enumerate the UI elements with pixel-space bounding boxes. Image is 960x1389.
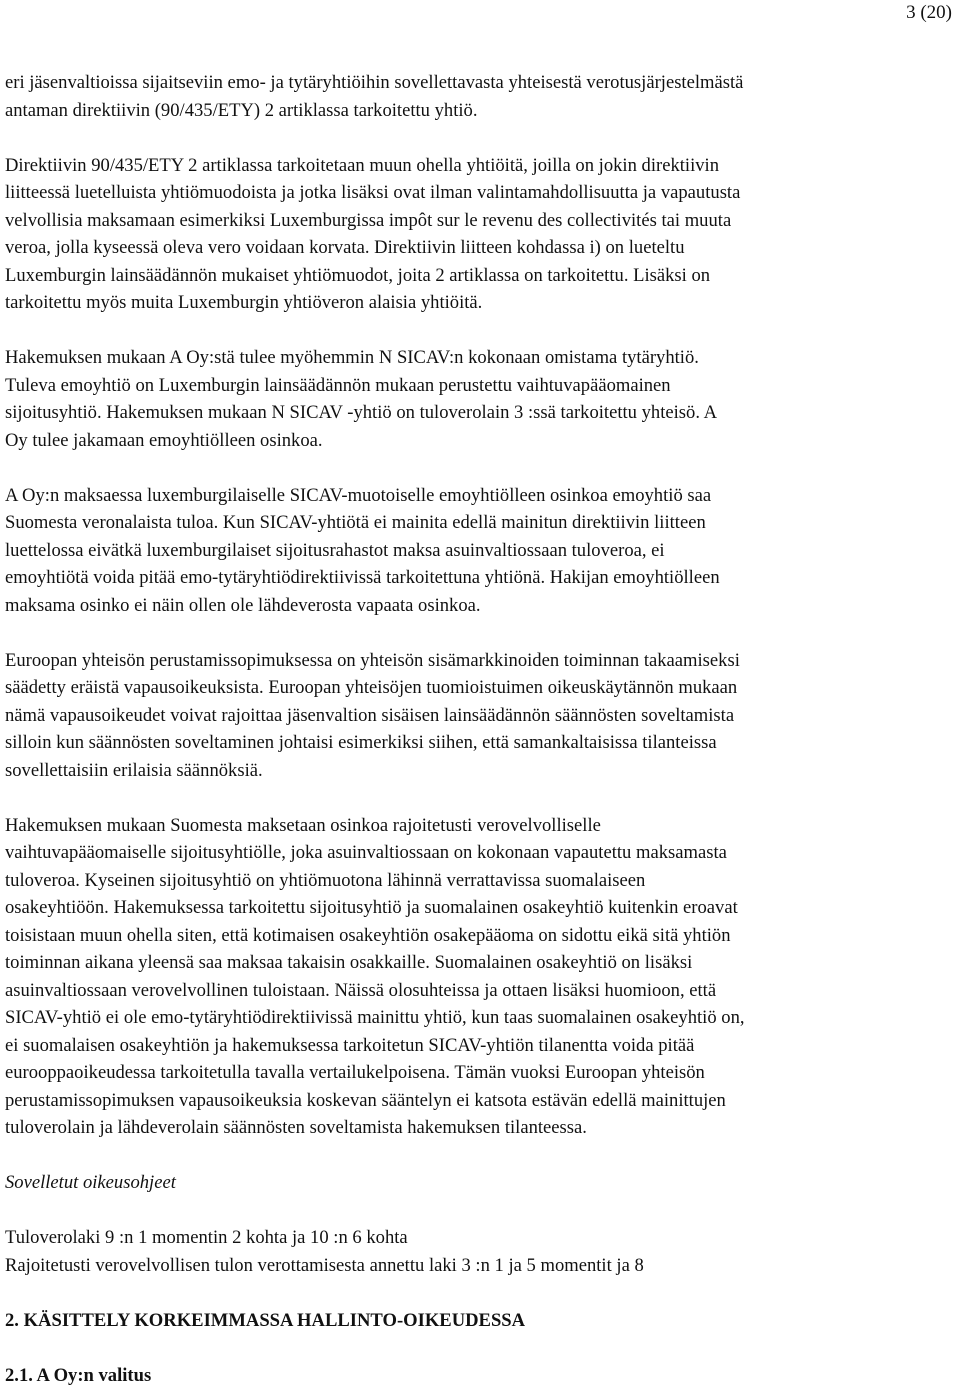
applied-rule: Tuloverolaki 9 :n 1 momentin 2 kohta ja 10 :n 6 kohta [5,1224,950,1252]
document-body [5,69,950,1389]
text-line: tarkoitettu myös muita Luxemburgin yhtiöveron alaisia yhtiöitä. [5,289,950,317]
text-line: säädetty eräistä vapausoikeuksista. Euroopan yhteisöjen tuomioistuimen oikeuskäytännön mukaan [5,674,950,702]
applied-rules-list [5,1224,950,1279]
text-line: sijoitusyhtiö. Hakemuksen mukaan N SICAV -yhtiö on tuloverolain 3 :ssä tarkoitettu yhteisö. A [5,399,950,427]
text-line: vaihtuvapääomaiselle sijoitusyhtiölle, joka asuinvaltiossaan on kokonaan vapautettu maksamasta [5,839,950,867]
text-line: Luxemburgin lainsäädännön mukaiset yhtiömuodot, joita 2 artiklassa on tarkoitettu. Lisäksi on [5,262,950,290]
text-line: tuloverolain ja lähdeverolain säännösten soveltamista hakemuksen tilanteessa. [5,1114,950,1142]
text-line: tuloveroa. Kyseinen sijoitusyhtiö on yhtiömuotona lähinnä verrattavissa suomalaiseen [5,867,950,895]
text-line: luettelossa eivätkä luxemburgilaiset sijoitusrahastot maksa asuinvaltiossaan tuloveroa, ei [5,537,950,565]
text-line: asuinvaltiossaan verovelvollinen tuloistaan. Näissä olosuhteissa ja ottaen lisäksi huomioon, että [5,977,950,1005]
subsection-heading: 2.1. A Oy:n valitus [5,1362,950,1389]
applied-rule: Rajoitetusti verovelvollisen tulon verottamisesta annettu laki 3 :n 1 ja 5 momentit ja 8 [5,1252,950,1280]
page-number: 3 (20) [906,1,952,25]
paragraph-4 [5,482,950,620]
text-line: eurooppaoikeudessa tarkoitetulla tavalla vertailukelpoisena. Tämän vuoksi Euroopan yhteisön [5,1059,950,1087]
text-line: Euroopan yhteisön perustamissopimuksessa on yhteisön sisämarkkinoiden toiminnan takaamiseksi [5,647,950,675]
text-line: eri jäsenvaltioissa sijaitseviin emo- ja tytäryhtiöihin sovellettavasta yhteisestä verotusjärjestelmästä [5,69,950,97]
text-line: perustamissopimuksen vapausoikeuksia koskevan sääntelyn ei katsota estävän edellä mainittujen [5,1087,950,1115]
text-line: sovellettaisiin erilaisia säännöksiä. [5,757,950,785]
paragraph-5 [5,647,950,785]
text-line: A Oy:n maksaessa luxemburgilaiselle SICAV-muotoiselle emoyhtiölleen osinkoa emoyhtiö saa [5,482,950,510]
text-line: Hakemuksen mukaan Suomesta maksetaan osinkoa rajoitetusti verovelvolliselle [5,812,950,840]
paragraph-3 [5,344,950,454]
text-line: veroa, jolla kyseessä oleva vero voidaan korvata. Direktiivin liitteen kohdassa i) on lueteltu [5,234,950,262]
text-line: toisistaan muun ohella siten, että kotimaisen osakeyhtiön osakepääoma on sidottu eikä sitä yhtiön [5,922,950,950]
text-line: ei suomalaisen osakeyhtiön ja hakemuksessa tarkoitetun SICAV-yhtiön tilanentta voida pitää [5,1032,950,1060]
text-line: Direktiivin 90/435/ETY 2 artiklassa tarkoitetaan muun ohella yhtiöitä, joilla on jokin direktiivin [5,152,950,180]
text-line: nämä vapausoikeudet voivat rajoittaa jäsenvaltion sisäisen lainsäädännön säännösten soveltamista [5,702,950,730]
text-line: liitteessä luetelluista yhtiömuodoista ja jotka lisäksi ovat ilman valintamahdollisuutta ja vapautusta [5,179,950,207]
applied-rules-heading: Sovelletut oikeusohjeet [5,1169,950,1197]
section-heading: 2. KÄSITTELY KORKEIMMASSA HALLINTO-OIKEUDESSA [5,1307,950,1335]
paragraph-1 [5,69,950,124]
paragraph-2 [5,152,950,317]
text-line: Hakemuksen mukaan A Oy:stä tulee myöhemmin N SICAV:n kokonaan omistama tytäryhtiö. [5,344,950,372]
text-line: silloin kun säännösten soveltaminen johtaisi esimerkiksi siihen, että samankaltaisissa tilanteissa [5,729,950,757]
paragraph-6 [5,812,950,1142]
text-line: Oy tulee jakamaan emoyhtiölleen osinkoa. [5,427,950,455]
text-line: maksama osinko ei näin ollen ole lähdeverosta vapaata osinkoa. [5,592,950,620]
text-line: emoyhtiötä voida pitää emo-tytäryhtiödirektiivissä tarkoitettuna yhtiönä. Hakijan emoyhtiölleen [5,564,950,592]
text-line: toiminnan aikana yleensä saa maksaa takaisin osakkaille. Suomalainen osakeyhtiö on lisäksi [5,949,950,977]
text-line: Tuleva emoyhtiö on Luxemburgin lainsäädännön mukaan perustettu vaihtuvapääomainen [5,372,950,400]
text-line: antaman direktiivin (90/435/ETY) 2 artiklassa tarkoitettu yhtiö. [5,97,950,125]
text-line: SICAV-yhtiö ei ole emo-tytäryhtiödirektiivissä mainittu yhtiö, kun taas suomalainen osakeyhtiö on, [5,1004,950,1032]
text-line: Suomesta veronalaista tuloa. Kun SICAV-yhtiötä ei mainita edellä mainitun direktiivin liitteen [5,509,950,537]
text-line: osakeyhtiöön. Hakemuksessa tarkoitettu sijoitusyhtiö ja suomalainen osakeyhtiö kuitenkin eroavat [5,894,950,922]
text-line: velvollisia maksamaan esimerkiksi Luxemburgissa impôt sur le revenu des collectivités tai muuta [5,207,950,235]
